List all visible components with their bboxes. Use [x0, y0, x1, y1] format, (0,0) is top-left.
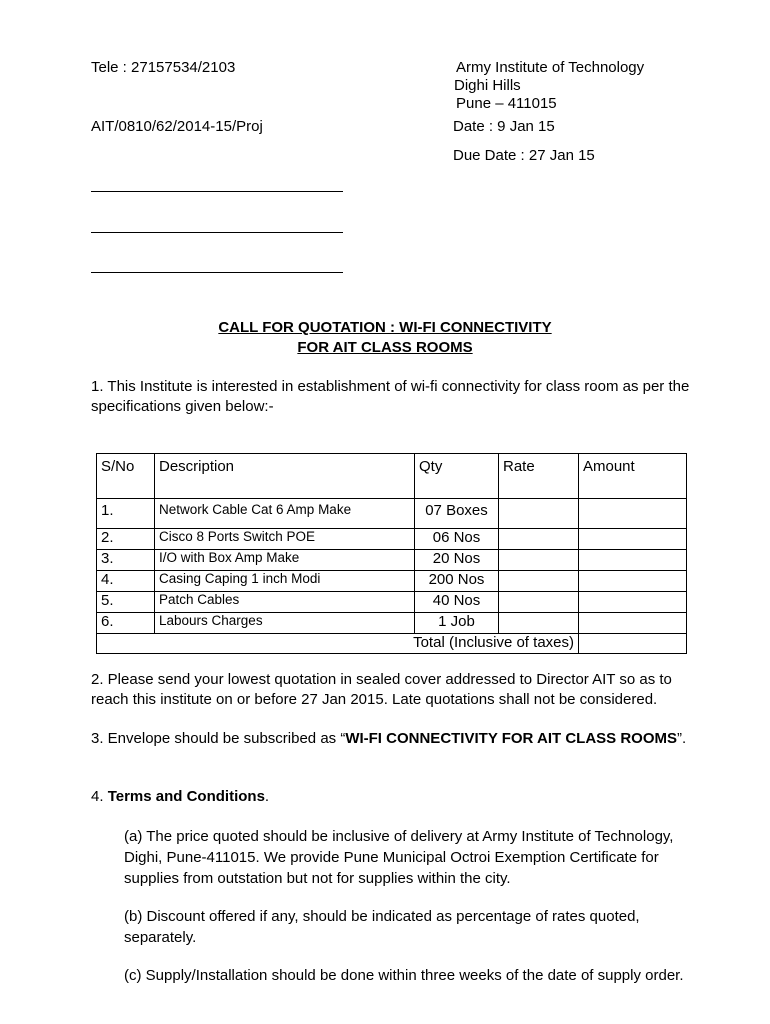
paragraph-2: 2. Please send your lowest quotation in sealed cover addressed to Director AIT so as to reach this institute on or before 27 Jan 2015. Late quotations shall not be considered. — [91, 671, 672, 708]
row-rate — [499, 592, 579, 613]
total-amount — [579, 634, 687, 654]
row-sno: 5. — [97, 592, 155, 613]
document-title-2 — [0, 338, 770, 358]
row-sno: 3. — [97, 550, 155, 571]
row-qty: 40 Nos — [415, 592, 499, 613]
row-sno: 2. — [97, 529, 155, 550]
row-amount — [579, 529, 687, 550]
table-row — [97, 592, 687, 613]
terms-heading: Terms and Conditions — [107, 788, 265, 805]
row-amount — [579, 571, 687, 592]
row-amount — [579, 613, 687, 634]
document-title — [0, 318, 770, 338]
row-qty: 1 Job — [415, 613, 499, 634]
address-line-2: Dighi Hills — [454, 77, 521, 94]
row-qty: 06 Nos — [415, 529, 499, 550]
term-c: (c) Supply/Installation should be done within three weeks of the date of supply order. — [124, 967, 684, 984]
row-description: I/O with Box Amp Make — [155, 550, 415, 571]
row-sno: 1. — [97, 499, 155, 529]
table-row — [97, 550, 687, 571]
row-amount — [579, 499, 687, 529]
term-b: (b) Discount offered if any, should be indicated as percentage of rates quoted, separately. — [124, 908, 640, 946]
reference-number: AIT/0810/62/2014-15/Proj — [91, 118, 263, 135]
letter-date: Date : 9 Jan 15 — [453, 118, 555, 135]
table-total-row — [97, 634, 687, 654]
paragraph-3 — [91, 729, 701, 749]
table-row — [97, 499, 687, 529]
row-sno: 4. — [97, 571, 155, 592]
header-qty: Qty — [415, 454, 499, 499]
paragraph-4 — [91, 787, 701, 807]
recipient-blank-line-1 — [91, 191, 343, 192]
address-line-1: Army Institute of Technology — [456, 59, 645, 76]
term-a: (a) The price quoted should be inclusive of delivery at Army Institute of Technology, Dighi, Pune-411015. We provide Pune Municipal Octroi Exemption Certificate for supplies from outstation but not for supplies within the city. — [124, 828, 674, 887]
title-line-1: CALL FOR QUOTATION : WI-FI CONNECTIVITY — [218, 319, 552, 336]
row-description: Casing Caping 1 inch Modi — [155, 571, 415, 592]
row-qty: 200 Nos — [415, 571, 499, 592]
recipient-blank-line-3 — [91, 272, 343, 273]
header-description: Description — [155, 454, 415, 499]
para4-prefix: 4. — [91, 788, 108, 805]
row-amount — [579, 550, 687, 571]
para3-envelope-subject: WI-FI CONNECTIVITY FOR AIT CLASS ROOMS — [345, 730, 677, 747]
row-rate — [499, 571, 579, 592]
address-line-3: Pune – 411015 — [456, 95, 557, 112]
row-qty: 20 Nos — [415, 550, 499, 571]
row-rate — [499, 529, 579, 550]
telephone-line: Tele : 27157534/2103 — [91, 59, 236, 76]
row-rate — [499, 499, 579, 529]
header-rate: Rate — [499, 454, 579, 499]
table-header-row — [97, 454, 687, 499]
row-rate — [499, 550, 579, 571]
header-sno: S/No — [97, 454, 155, 499]
row-description: Network Cable Cat 6 Amp Make — [155, 499, 415, 529]
row-rate — [499, 613, 579, 634]
row-description: Cisco 8 Ports Switch POE — [155, 529, 415, 550]
sender-address — [456, 59, 644, 113]
table-row — [97, 571, 687, 592]
para4-suffix: . — [264, 788, 270, 805]
row-sno: 6. — [97, 613, 155, 634]
row-amount — [579, 592, 687, 613]
title-line-2: FOR AIT CLASS ROOMS — [297, 339, 473, 356]
para3-suffix: ”. — [677, 730, 687, 747]
paragraph-1: 1. This Institute is interested in establishment of wi-fi connectivity for class room as per the specifications given below:- — [91, 378, 690, 415]
specification-table — [96, 453, 687, 654]
total-label: Total (Inclusive of taxes) — [97, 634, 579, 654]
para3-prefix: 3. Envelope should be subscribed as “ — [91, 730, 346, 747]
due-date: Due Date : 27 Jan 15 — [453, 147, 595, 164]
table-row — [97, 529, 687, 550]
row-qty: 07 Boxes — [415, 499, 499, 529]
row-description: Patch Cables — [155, 592, 415, 613]
table-row — [97, 613, 687, 634]
recipient-blank-line-2 — [91, 232, 343, 233]
row-description: Labours Charges — [155, 613, 415, 634]
header-amount: Amount — [579, 454, 687, 499]
